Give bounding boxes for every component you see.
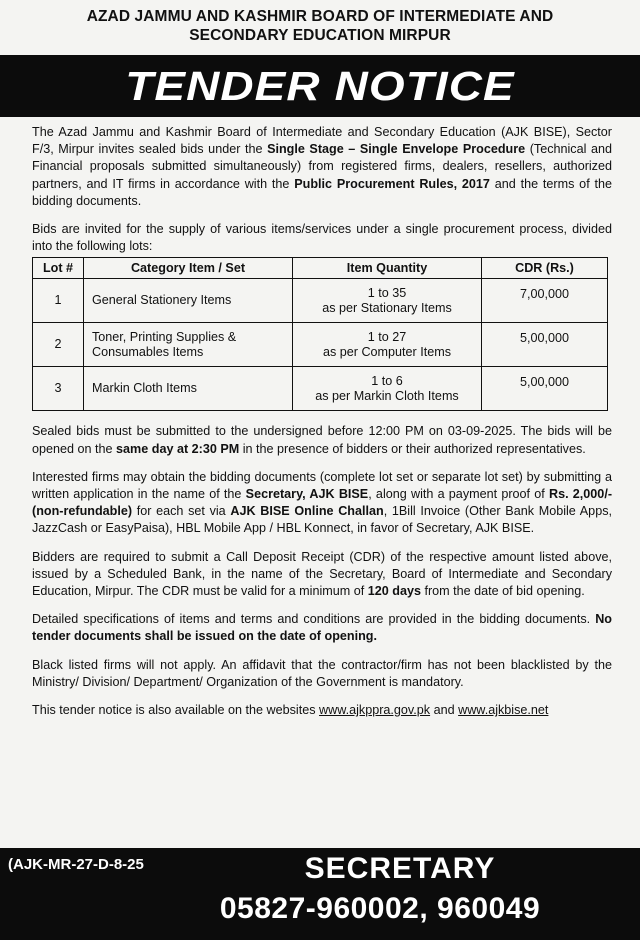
lot-category: Toner, Printing Supplies & Consumables Items: [84, 323, 293, 367]
documents-text-4: , 1Bill Invoice (Other Bank Mobile Apps, JazzCash or EasyPaisa), HBL Mobile App / HBL Konnect, in favor of Secretary, AJK BISE.: [32, 504, 612, 536]
specs-text-1: Detailed specifications of items and terms and conditions are provided in the bidding documents.: [32, 612, 596, 627]
cdr-text-2: from the date of bid opening.: [420, 584, 585, 599]
table-row: [33, 367, 608, 411]
lot-quantity: [293, 323, 482, 367]
websites-paragraph: [32, 702, 612, 719]
reference-number: (AJK-MR-27-D-8-25: [8, 856, 144, 873]
lot-number: 2: [33, 323, 84, 367]
organization-name: [0, 0, 640, 45]
lots-intro: Bids are invited for the supply of various items/services under a single procurement process, divided into the following lots:: [32, 222, 612, 254]
documents-addressee: Secretary, AJK BISE: [245, 487, 369, 502]
table-row: [33, 323, 608, 367]
lot-quantity: [293, 279, 482, 323]
lots-table: [32, 257, 608, 411]
header-lot: Lot #: [33, 258, 84, 279]
table-row: [33, 279, 608, 323]
lot-category: General Stationery Items: [84, 279, 293, 323]
footer-banner: [0, 848, 640, 940]
cdr-validity: 120 days: [367, 584, 421, 599]
ppra-website-link[interactable]: www.ajkppra.gov.pk: [319, 703, 431, 718]
contact-phone: 05827-960002, 960049: [219, 892, 541, 925]
org-line-1: AZAD JAMMU AND KASHMIR BOARD OF INTERMEDIATE AND: [86, 8, 554, 25]
submission-text-1: Sealed bids must be submitted to the undersigned before 12:00 PM on 03-09-2025. The bids will be opened on the: [32, 424, 612, 456]
org-line-2: SECONDARY EDUCATION MIRPUR: [189, 27, 451, 44]
documents-text-3: for each set via: [132, 504, 231, 519]
lot-cdr: 5,00,000: [482, 367, 608, 411]
documents-challan: AJK BISE Online Challan: [230, 504, 384, 519]
quantity-range: 1 to 35: [367, 285, 407, 300]
websites-text-1: This tender notice is also available on the websites: [32, 703, 320, 718]
header-category: Category Item / Set: [84, 258, 293, 279]
cdr-paragraph: [32, 549, 612, 601]
table-header-row: [33, 258, 608, 279]
lot-cdr: 5,00,000: [482, 323, 608, 367]
lot-category: Markin Cloth Items: [84, 367, 293, 411]
quantity-range: 1 to 6: [371, 373, 403, 388]
quantity-note: as per Stationary Items: [322, 300, 452, 315]
lot-number: 3: [33, 367, 84, 411]
intro-text-1: The Azad Jammu and Kashmir Board of Intermediate and Secondary Education (AJK BISE), Sector F/3, Mirpur invites sealed bids under the: [32, 125, 612, 157]
submission-text-2: in the presence of bidders or their authorized representatives.: [239, 441, 586, 456]
header-quantity: Item Quantity: [293, 258, 482, 279]
intro-text-3: and the terms of the bidding documents.: [32, 176, 613, 208]
opening-time: same day at 2:30 PM: [116, 441, 240, 456]
bise-website-link[interactable]: www.ajkbise.net: [458, 703, 549, 718]
cdr-text-1: Bidders are required to submit a Call Deposit Receipt (CDR) of the respective amount listed above, issued by a Scheduled Bank, in the name of the Secretary, Board of Intermediate and Secondary Education, Mirpur. The CDR must be valid for a minimum of: [32, 549, 612, 599]
specs-note: No tender documents shall be issued on the date of opening.: [32, 612, 612, 644]
notice-title: TENDER NOTICE: [125, 63, 515, 109]
notice-body: [32, 124, 612, 730]
submission-paragraph: [32, 423, 612, 457]
intro-text-2: (Technical and Financial proposals submitted simultaneously) from registered firms, dealers, resellers, authorized partners, and IT firms in accordance with the: [32, 142, 612, 191]
quantity-note: as per Computer Items: [322, 344, 452, 359]
quantity-range: 1 to 27: [367, 329, 407, 344]
lot-number: 1: [33, 279, 84, 323]
blacklist-paragraph: Black listed firms will not apply. An affidavit that the contractor/firm has not been blacklisted by the Ministry/ Division/ Department/ Organization of the Government is mandatory.: [32, 657, 612, 689]
intro-rules: Public Procurement Rules, 2017: [294, 176, 490, 191]
intro-paragraph: [32, 124, 612, 210]
documents-text-1: Interested firms may obtain the bidding documents (complete lot set or separate lot set) by submitting a written application in the name of the: [32, 469, 612, 502]
header-cdr: CDR (Rs.): [482, 258, 608, 279]
intro-procedure: Single Stage – Single Envelope Procedure: [267, 142, 526, 157]
title-banner: [0, 55, 640, 117]
documents-text-2: , along with a payment proof of: [368, 487, 549, 502]
specs-paragraph: [32, 611, 612, 645]
signatory-title: SECRETARY: [304, 852, 496, 885]
documents-paragraph: [32, 469, 612, 538]
websites-text-2: and: [430, 703, 459, 718]
quantity-note: as per Markin Cloth Items: [315, 388, 459, 403]
documents-fee: Rs. 2,000/- (non-refundable): [32, 487, 613, 519]
lot-quantity: [293, 367, 482, 411]
lot-cdr: 7,00,000: [482, 279, 608, 323]
